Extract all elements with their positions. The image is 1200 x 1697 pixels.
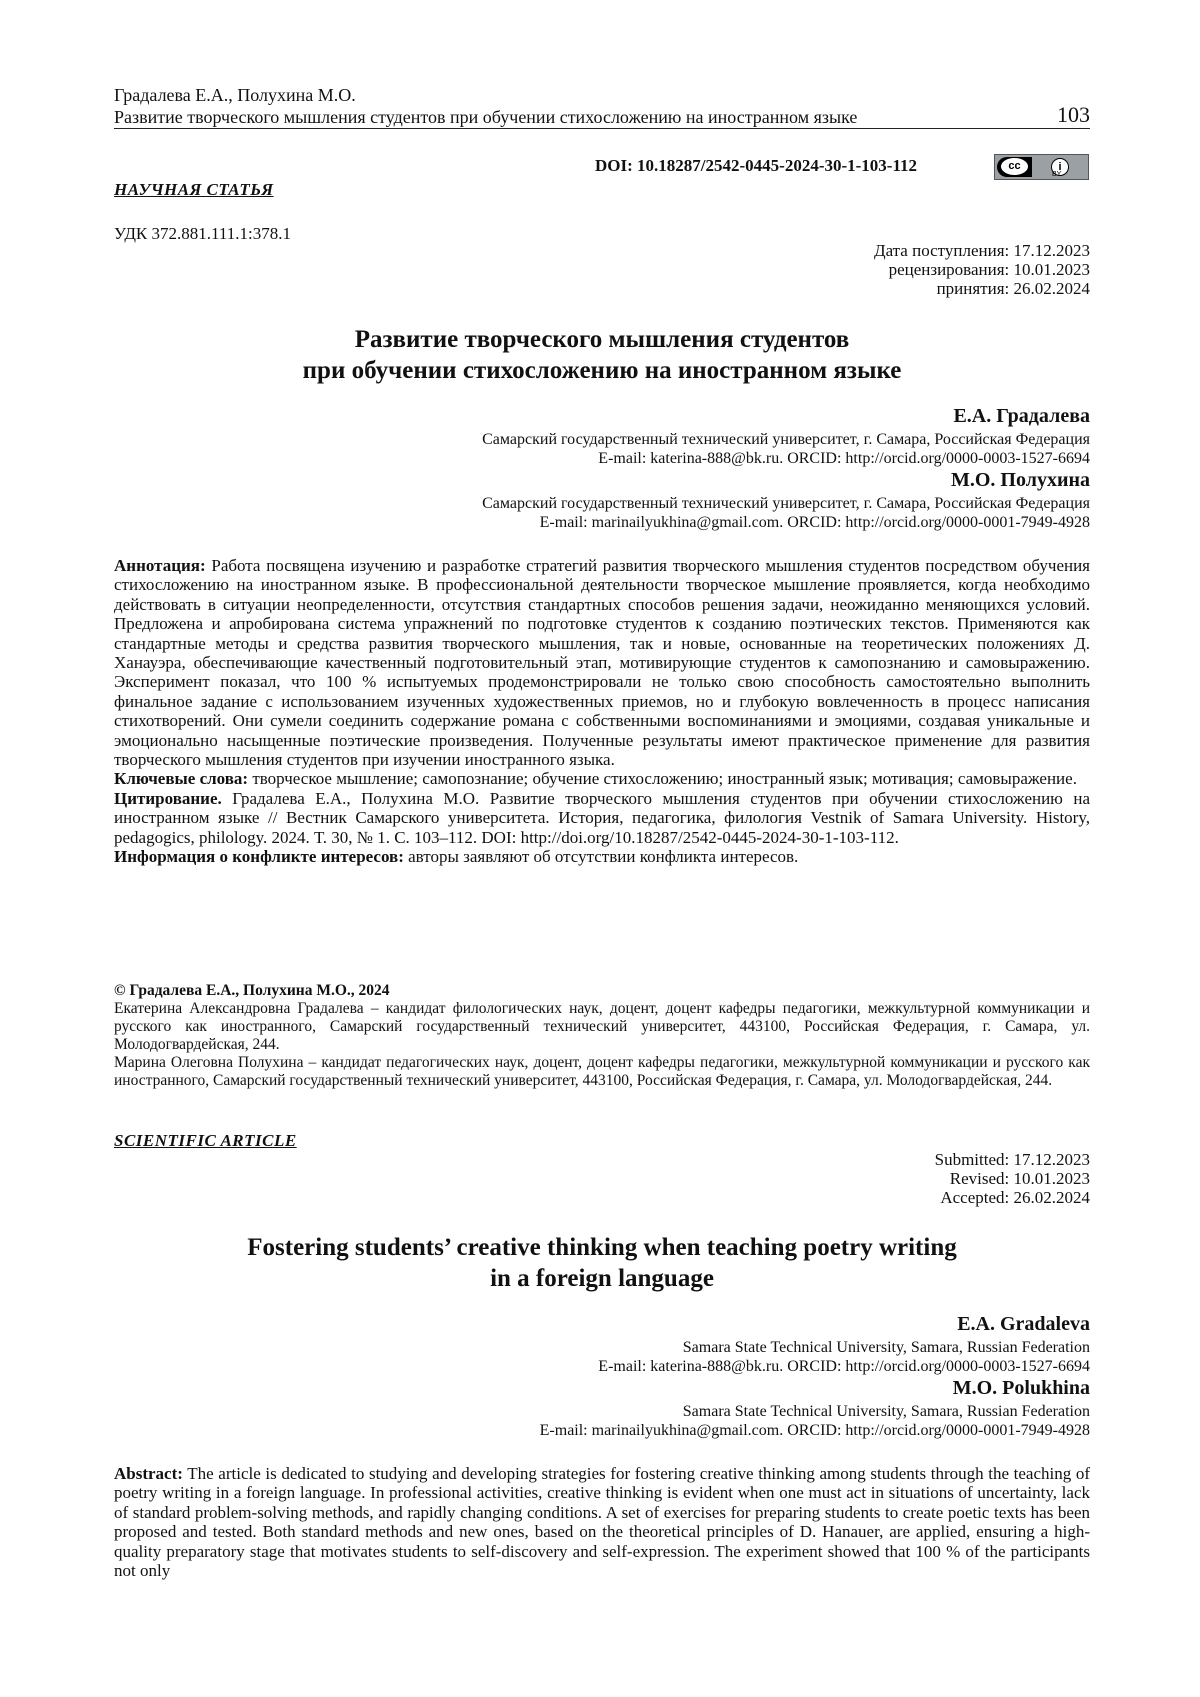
author1-en: E.A. Gradaleva	[957, 1313, 1090, 1335]
author-bios	[114, 982, 1090, 1090]
author1-en-aff	[598, 1338, 1090, 1376]
author2-en: M.O. Polukhina	[952, 1377, 1090, 1399]
author1-ru: Е.А. Градалева	[953, 405, 1090, 427]
author2-ru: М.О. Полухина	[951, 469, 1090, 491]
conflict-ru-label: Информация о конфликте интересов:	[114, 847, 404, 867]
keywords-ru	[114, 769, 1090, 788]
cc-by-license-icon[interactable]: cc i BY	[994, 154, 1089, 180]
article-type-ru: НАУЧНАЯ СТАТЬЯ	[114, 180, 274, 199]
author2-ru-aff	[482, 494, 1090, 532]
title-en-line2: in a foreign language	[490, 1265, 714, 1292]
bio-author2: Марина Олеговна Полухина – кандидат педагогических наук, доцент, доцент кафедры педагогики, межкультурной коммуникации и русского как иностранного, Самарский государственный технический университет, 443100, Российская Федерация, г. Самара, ул. Молодогвардейская, 244.	[114, 1054, 1090, 1089]
title-en-line1: Fostering students’ creative thinking when teaching poetry writing	[247, 1234, 957, 1261]
author1-ru-affiliation: Самарский государственный технический университет, г. Самара, Российская Федерация	[482, 431, 1090, 448]
abstract-en	[114, 1464, 1090, 1580]
page-number: 103	[1057, 102, 1090, 127]
author1-ru-contact[interactable]: E-mail: katerina-888@bk.ru. ORCID: http://orcid.org/0000-0003-1527-6694	[598, 450, 1090, 467]
date-revised: Revised: 10.01.2023	[949, 1169, 1090, 1188]
citation-ru-text: Градалева Е.А., Полухина М.О. Развитие творческого мышления студентов при обучении стихосложению на иностранном языке // Вестник Самарского университета. История, педагогика, филология Vestnik of Samara University. History, pedagogics, philology. 2024. Т. 30, № 1. С. 103–112. DOI: http://doi.org/10.18287/2542-0445-2024-30-1-103-112.	[114, 788, 1090, 847]
header-rule	[114, 128, 1090, 129]
keywords-ru-text: творческое мышление; самопознание; обучение стихосложению; иностранный язык; мотивация; самовыражение.	[252, 769, 1077, 789]
date-received: Дата поступления: 17.12.2023	[873, 241, 1090, 260]
title-ru-line2: при обучении стихосложению на иностранном языке	[302, 357, 902, 384]
citation-ru	[114, 789, 1090, 847]
date-accepted-en: Accepted: 26.02.2024	[940, 1188, 1090, 1207]
author1-ru-aff	[482, 430, 1090, 468]
doi[interactable]: DOI: 10.18287/2542-0445-2024-30-1-103-112	[595, 156, 918, 175]
article-type-en: SCIENTIFIC ARTICLE	[114, 1131, 297, 1150]
dates-en	[935, 1150, 1090, 1207]
abstract-ru-label: Аннотация:	[114, 556, 206, 575]
conflict-ru	[114, 847, 1090, 866]
running-header-title: Развитие творческого мышления студентов при обучении стихосложению на иностранном языке	[114, 107, 858, 127]
citation-ru-label: Цитирование.	[114, 788, 222, 808]
conflict-ru-text: авторы заявляют об отсутствии конфликта интересов.	[408, 847, 799, 867]
title-ru-line1: Развитие творческого мышления студентов	[354, 326, 850, 353]
author2-en-affiliation: Samara State Technical University, Samara, Russian Federation	[682, 1403, 1090, 1420]
date-submitted: Submitted: 17.12.2023	[934, 1150, 1090, 1169]
abstract-ru	[114, 556, 1090, 867]
author2-en-aff	[540, 1402, 1090, 1440]
title-en	[114, 1232, 1090, 1294]
udk: УДК 372.881.111.1:378.1	[114, 224, 291, 243]
keywords-ru-label: Ключевые слова:	[114, 769, 249, 789]
dates-ru	[874, 241, 1090, 298]
author1-en-contact[interactable]: E-mail: katerina-888@bk.ru. ORCID: http://orcid.org/0000-0003-1527-6694	[598, 1358, 1090, 1375]
author2-ru-contact[interactable]: E-mail: marinailyukhina@gmail.com. ORCID: http://orcid.org/0000-0001-7949-4928	[539, 514, 1090, 531]
author2-ru-affiliation: Самарский государственный технический университет, г. Самара, Российская Федерация	[482, 495, 1090, 512]
author1-en-affiliation: Samara State Technical University, Samara, Russian Federation	[682, 1339, 1090, 1356]
abstract-en-paragraph	[114, 1464, 1090, 1580]
copyright: © Градалева Е.А., Полухина М.О., 2024	[114, 982, 390, 999]
abstract-en-label: Abstract:	[114, 1464, 183, 1483]
abstract-en-text: The article is dedicated to studying and developing strategies for fostering creative thinking among students through the teaching of poetry writing in a foreign language. In professional activities, creative thinking is evident when one must act in situations of uncertainty, lack of standard problem-solving methods, and rapidly changing conditions. A set of exercises for preparing students to create poetic texts has been proposed and tested. Both standard methods and new ones, based on the theoretical principles of D. Hanauer, are applied, ensuring a high-quality preparatory stage that motivates students to self-discovery and self-expression. The experiment showed that 100 % of the participants not only	[114, 1464, 1090, 1581]
date-reviewed: рецензирования: 10.01.2023	[888, 260, 1090, 279]
author2-en-contact[interactable]: E-mail: marinailyukhina@gmail.com. ORCID: http://orcid.org/0000-0001-7949-4928	[539, 1422, 1090, 1439]
abstract-ru-paragraph	[114, 556, 1090, 769]
running-header-authors: Градалева Е.А., Полухина М.О.	[114, 85, 356, 105]
bio-author1: Екатерина Александровна Градалева – кандидат филологических наук, доцент, доцент кафедры педагогики, межкультурной коммуникации и русского как иностранного, Самарский государственный технический университет, 443100, Российская Федерация, г. Самара, ул. Молодогвардейская, 244.	[114, 1000, 1090, 1053]
abstract-ru-text: Работа посвящена изучению и разработке стратегий развития творческого мышления студентов посредством обучения стихосложению на иностранном языке. В профессиональной деятельности творческое мышление проявляется, когда необходимо действовать в ситуации неопределенности, отсутствия стандартных способов решения задачи, неожиданно меняющихся условий. Предложена и апробирована система упражнений по подготовке студентов к созданию поэтических текстов. Применяются как стандартные методы и средства развития творческого мышления, так и новые, основанные на теоретических положениях Д. Ханауэра, обеспечивающие качественный подготовительный этап, мотивирующие студентов к самопознанию и самовыражению. Эксперимент показал, что 100 % испытуемых продемонстрировали не только свою способность самостоятельно выполнить финальное задание с использованием изученных художественных приемов, но и глубокую вовлеченность в процесс написания стихотворений. Они сумели соединить содержание романа с собственными воспоминаниями и эмоциями, создавая уникальные и эмоционально насыщенные поэтические произведения. Полученные результаты имеют практическое применение для развития творческого мышления студентов при изучении иностранного языка.	[114, 556, 1091, 770]
date-accepted: принятия: 26.02.2024	[936, 279, 1090, 298]
title-ru	[114, 324, 1090, 386]
